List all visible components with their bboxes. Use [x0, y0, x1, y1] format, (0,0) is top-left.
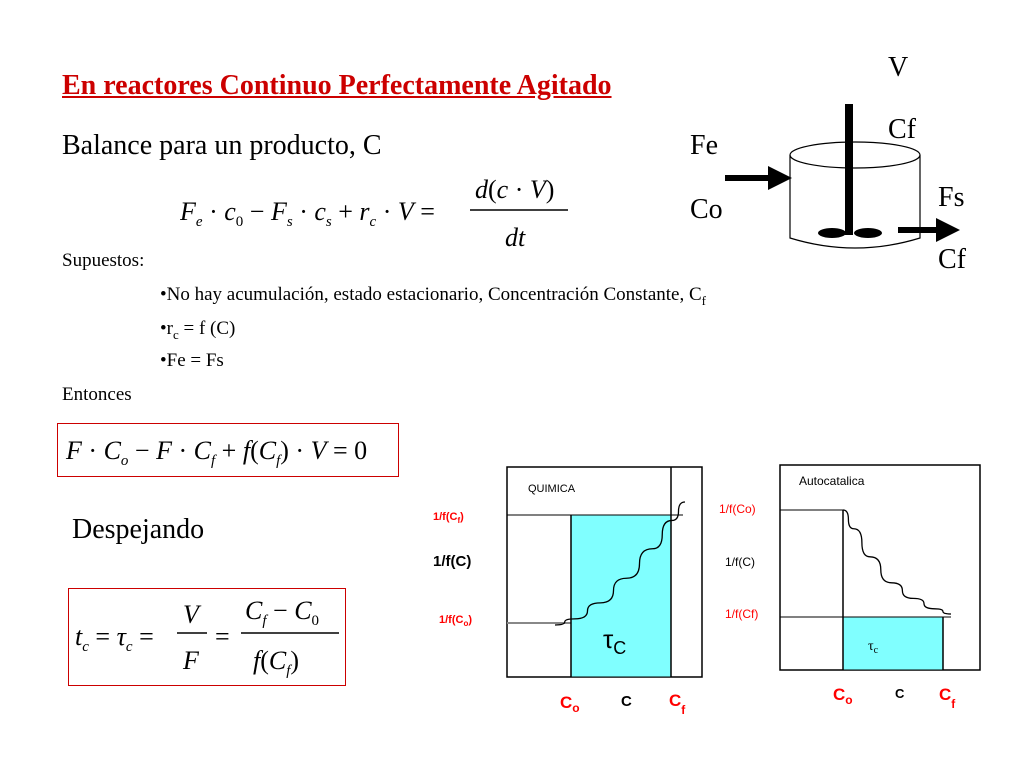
stirrer-blade-left [818, 228, 846, 238]
chart-quimica-y-top-label: $1/f(C_f)$ [433, 511, 464, 525]
stirrer-blade-right [854, 228, 882, 238]
chart-autocatalica-y-mid-label: 1/f(C) [725, 555, 755, 569]
subtitle: Balance para un producto, C [62, 130, 382, 161]
chart-autocatalica-x-right-label: $C_f$ [939, 685, 956, 711]
svg-text:Cf − C0: $C_f - C_0$ [245, 596, 320, 629]
chart-autocatalica-y-bot-label: 1/f(Cf) [725, 607, 759, 621]
svg-text:f(Cf): $f(C_f)$ [253, 646, 300, 679]
chart-quimica-area-label: $\tau_C$ [603, 624, 627, 658]
svg-text:tc = τc =: $t_c = \tau_c$ = [75, 622, 154, 655]
reactor-cf-bottom-label: Cf [938, 244, 966, 275]
reactor-fs-label: Fs [938, 182, 965, 213]
chart-quimica-title: QUIMICA [528, 483, 576, 495]
reactor-co-label: Co [690, 194, 723, 225]
svg-text:F: F [183, 646, 199, 675]
chart-quimica-x-left-label: $C_o$ [560, 693, 580, 715]
svg-text:Fe · c0 − Fs · cs + rc · V =: $F_e \cdot c_0 - F_s \cdot c_s + r_c \cdot V$ = [180, 197, 435, 230]
steady-state-equation [58, 424, 398, 476]
residence-time-equation-box [68, 588, 346, 686]
chart-autocatalica-y-top-label: 1/f(Co) [719, 502, 756, 516]
bullet-2: $•r_c = f$ (C) [160, 318, 236, 342]
balance-equation [180, 170, 580, 255]
chart-quimica-y-bot-label: $1/f(C_o)$ [439, 614, 473, 628]
outlet-arrow-head [936, 218, 960, 242]
chart-quimica-x-right-label: $C_f$ [669, 691, 686, 717]
bullet-3: •Fe = Fs [160, 350, 224, 371]
despejando-label: Despejando [72, 514, 205, 545]
chart-autocatalica-x-mid-label: C [895, 686, 905, 701]
chart-quimica-x-mid-label: C [621, 693, 632, 710]
chart-quimica-y-mid-label: 1/f(C) [433, 553, 472, 570]
chart-autocatalica-title: Autocatalica [799, 474, 865, 488]
reactor-fe-label: Fe [690, 130, 718, 161]
chart-quimica [425, 462, 710, 722]
reactor-volume-label: V [888, 52, 909, 83]
inlet-arrow-head [768, 166, 792, 190]
chart-autocatalica-x-left-label: $C_o$ [833, 685, 853, 707]
chart-autocatalica [713, 462, 988, 722]
reactor-cf-top-label: Cf [888, 114, 916, 145]
svg-text:V: V [183, 600, 199, 629]
svg-text:dt: dt [505, 223, 526, 252]
svg-text:F · Co − F · Cf + f(Cf) · V =: $F \cdot C_o - F \cdot C_f + f(C_f) \cdot V = 0$ [66, 436, 368, 469]
svg-text:=: = [215, 622, 230, 651]
slide-title: En reactores Continuo Perfectamente Agitado [62, 70, 612, 101]
residence-time-equation [69, 589, 345, 685]
bullet-1: •No hay acumulación, estado estacionario, Concentración Constante, $C_f$ [160, 284, 707, 308]
cstr-reactor-diagram [720, 90, 970, 270]
steady-state-equation-box [57, 423, 399, 477]
supuestos-label: Supuestos: [62, 250, 145, 271]
svg-text:d(c · V): d(c · V) [475, 175, 555, 204]
chart-autocatalica-shaded-area [843, 617, 943, 670]
chart-autocatalica-area-label: $\tau_c$ [868, 639, 879, 656]
entonces-label: Entonces [62, 384, 132, 405]
